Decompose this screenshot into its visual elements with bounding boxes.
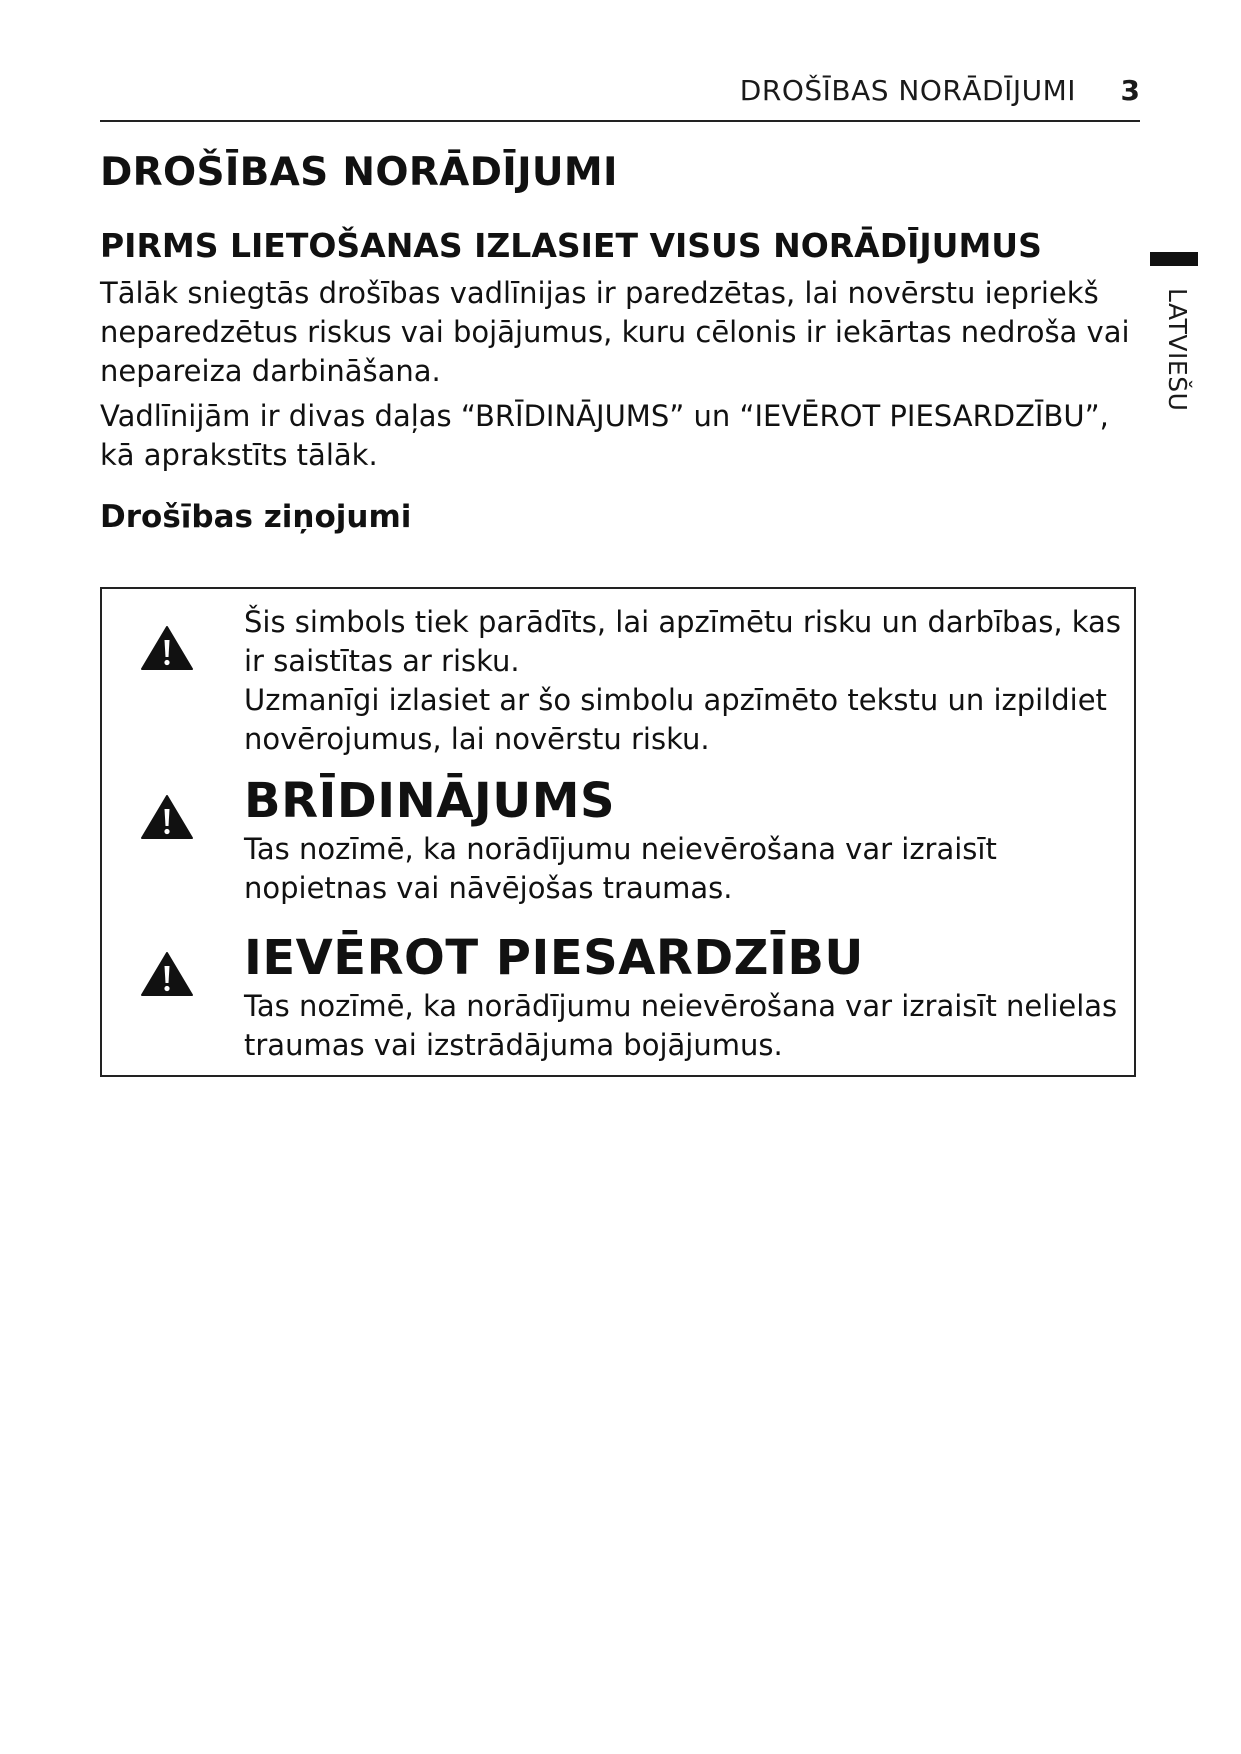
parts-paragraph: Vadlīnijām ir divas daļas “BRĪDINĀJUMS” un “IEVĒROT PIESARDZĪBU”, kā aprakstīts tālāk.	[100, 398, 1109, 472]
symbol-line: Uzmanīgi izlasiet ar šo simbolu apzīmēto tekstu un izpildiet novērojumus, lai novērstu risku.	[244, 683, 1107, 756]
safety-messages-heading: Drošības ziņojumi	[100, 498, 412, 535]
page-number: 3	[1120, 74, 1140, 107]
caution-description: Tas nozīmē, ka norādījumu neievērošana var izraisīt nelielas traumas vai izstrādājuma bojājumus.	[244, 989, 1118, 1062]
language-tab-marker	[1150, 252, 1198, 266]
safety-notice-box	[100, 587, 1136, 1077]
section-heading: PIRMS LIETOŠANAS IZLASIET VISUS NORĀDĪJUMUS	[100, 225, 1042, 265]
language-label: LATVIEŠU	[1163, 288, 1192, 412]
caution-text-block	[244, 929, 1124, 1065]
symbol-line: Šis simbols tiek parādīts, lai apzīmētu risku un darbības, kas ir saistītas ar risku.	[244, 605, 1121, 678]
warning-title: BRĪDINĀJUMS	[244, 773, 616, 829]
symbol-explanation-text	[244, 603, 1124, 759]
main-content	[100, 148, 1140, 537]
page-header	[100, 74, 1140, 122]
warning-triangle-icon	[140, 951, 194, 997]
warning-text-block	[244, 772, 1124, 908]
page-title: DROŠĪBAS NORĀDĪJUMI	[100, 150, 618, 195]
warning-description: Tas nozīmē, ka norādījumu neievērošana var izraisīt nopietnas vai nāvējošas traumas.	[244, 832, 997, 905]
caution-title: IEVĒROT PIESARDZĪBU	[244, 930, 864, 986]
header-title: DROŠĪBAS NORĀDĪJUMI	[739, 74, 1076, 107]
warning-triangle-icon	[140, 625, 194, 671]
intro-paragraph: Tālāk sniegtās drošības vadlīnijas ir paredzētas, lai novērstu iepriekš neparedzētus riskus vai bojājumus, kuru cēlonis ir iekārtas nedroša vai nepareiza darbināšana.	[100, 275, 1130, 388]
warning-triangle-icon	[140, 794, 194, 840]
